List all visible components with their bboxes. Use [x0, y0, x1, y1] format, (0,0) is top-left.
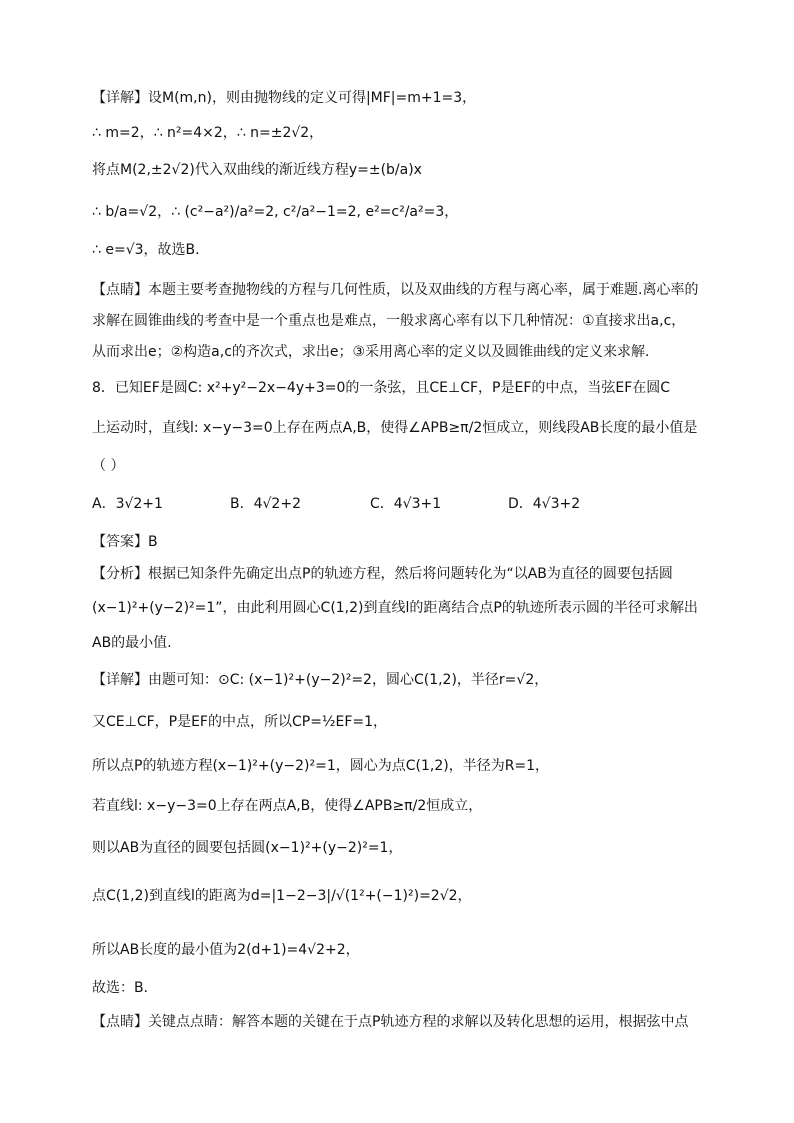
text-line: ∴ b/a=√2，∴ (c²−a²)/a²=2, c²/a²−1=2, e²=c²/a²=3，: [92, 204, 459, 220]
text-line: ∴ e=√3，故选B.: [92, 242, 200, 258]
option-c: C．4√3+1: [370, 496, 442, 512]
text-line: AB的最小值.: [92, 635, 172, 651]
text-line: 【点睛】本题主要考查抛物线的方程与几何性质，以及双曲线的方程与离心率，属于难题.离心率的: [92, 282, 699, 298]
text-line: 【详解】设M(m,n)，则由抛物线的定义可得|MF|=m+1=3，: [92, 90, 477, 106]
text-line: 故选：B．: [92, 980, 158, 996]
option-a: A．3√2+1: [92, 496, 163, 512]
question-8-stem: 8．已知EF是圆C: x²+y²−2x−4y+3=0的一条弦，且CE⊥CF，P是EF的中点，当弦EF在圆C: [92, 380, 671, 396]
text-line: 若直线l: x−y−3=0上存在两点A,B，使得∠APB≥π/2恒成立，: [92, 798, 483, 814]
question-8-stem: 上运动时，直线l: x−y−3=0上存在两点A,B，使得∠APB≥π/2恒成立，则线段AB长度的最小值是: [92, 420, 698, 436]
text-line: 【详解】由题可知：⊙C: (x−1)²+(y−2)²=2，圆心C(1,2)，半径r=√2，: [92, 672, 549, 688]
text-line: ∴ m=2，∴ n²=4×2，∴ n=±2√2，: [92, 125, 324, 141]
text-line: 又CE⊥CF，P是EF的中点，所以CP=½EF=1，: [92, 714, 388, 730]
text-line: (x−1)²+(y−2)²=1”，由此利用圆心C(1,2)到直线l的距离结合点P的轨迹所表示圆的半径可求解出: [92, 600, 698, 616]
text-line: 【点睛】关键点点睛：解答本题的关键在于点P轨迹方程的求解以及转化思想的运用，根据弦中点: [92, 1014, 689, 1030]
text-line: 则以AB为直径的圆要包括圆(x−1)²+(y−2)²=1，: [92, 840, 403, 856]
text-line: 求解在圆锥曲线的考查中是一个重点也是难点，一般求离心率有以下几种情况：①直接求出a,c，: [92, 313, 686, 329]
question-8-blank: （ ）: [92, 458, 125, 474]
option-b: B．4√2+2: [230, 496, 301, 512]
text-line: 【分析】根据已知条件先确定出点P的轨迹方程，然后将问题转化为“以AB为直径的圆要包括圆: [92, 566, 673, 582]
option-d: D．4√3+2: [508, 496, 581, 512]
text-line: 所以AB长度的最小值为2(d+1)=4√2+2，: [92, 942, 360, 958]
text-line: 所以点P的轨迹方程(x−1)²+(y−2)²=1，圆心为点C(1,2)，半径为R=1，: [92, 758, 550, 774]
text-line: 点C(1,2)到直线l的距离为d=|1−2−3|/√(1²+(−1)²)=2√2，: [92, 888, 472, 904]
answer-line: 【答案】B: [92, 534, 158, 550]
text-line: 将点M(2,±2√2)代入双曲线的渐近线方程y=±(b/a)x: [92, 162, 422, 178]
text-line: 从而求出e；②构造a,c的齐次式，求出e；③采用离心率的定义以及圆锥曲线的定义来求解．: [92, 344, 660, 360]
